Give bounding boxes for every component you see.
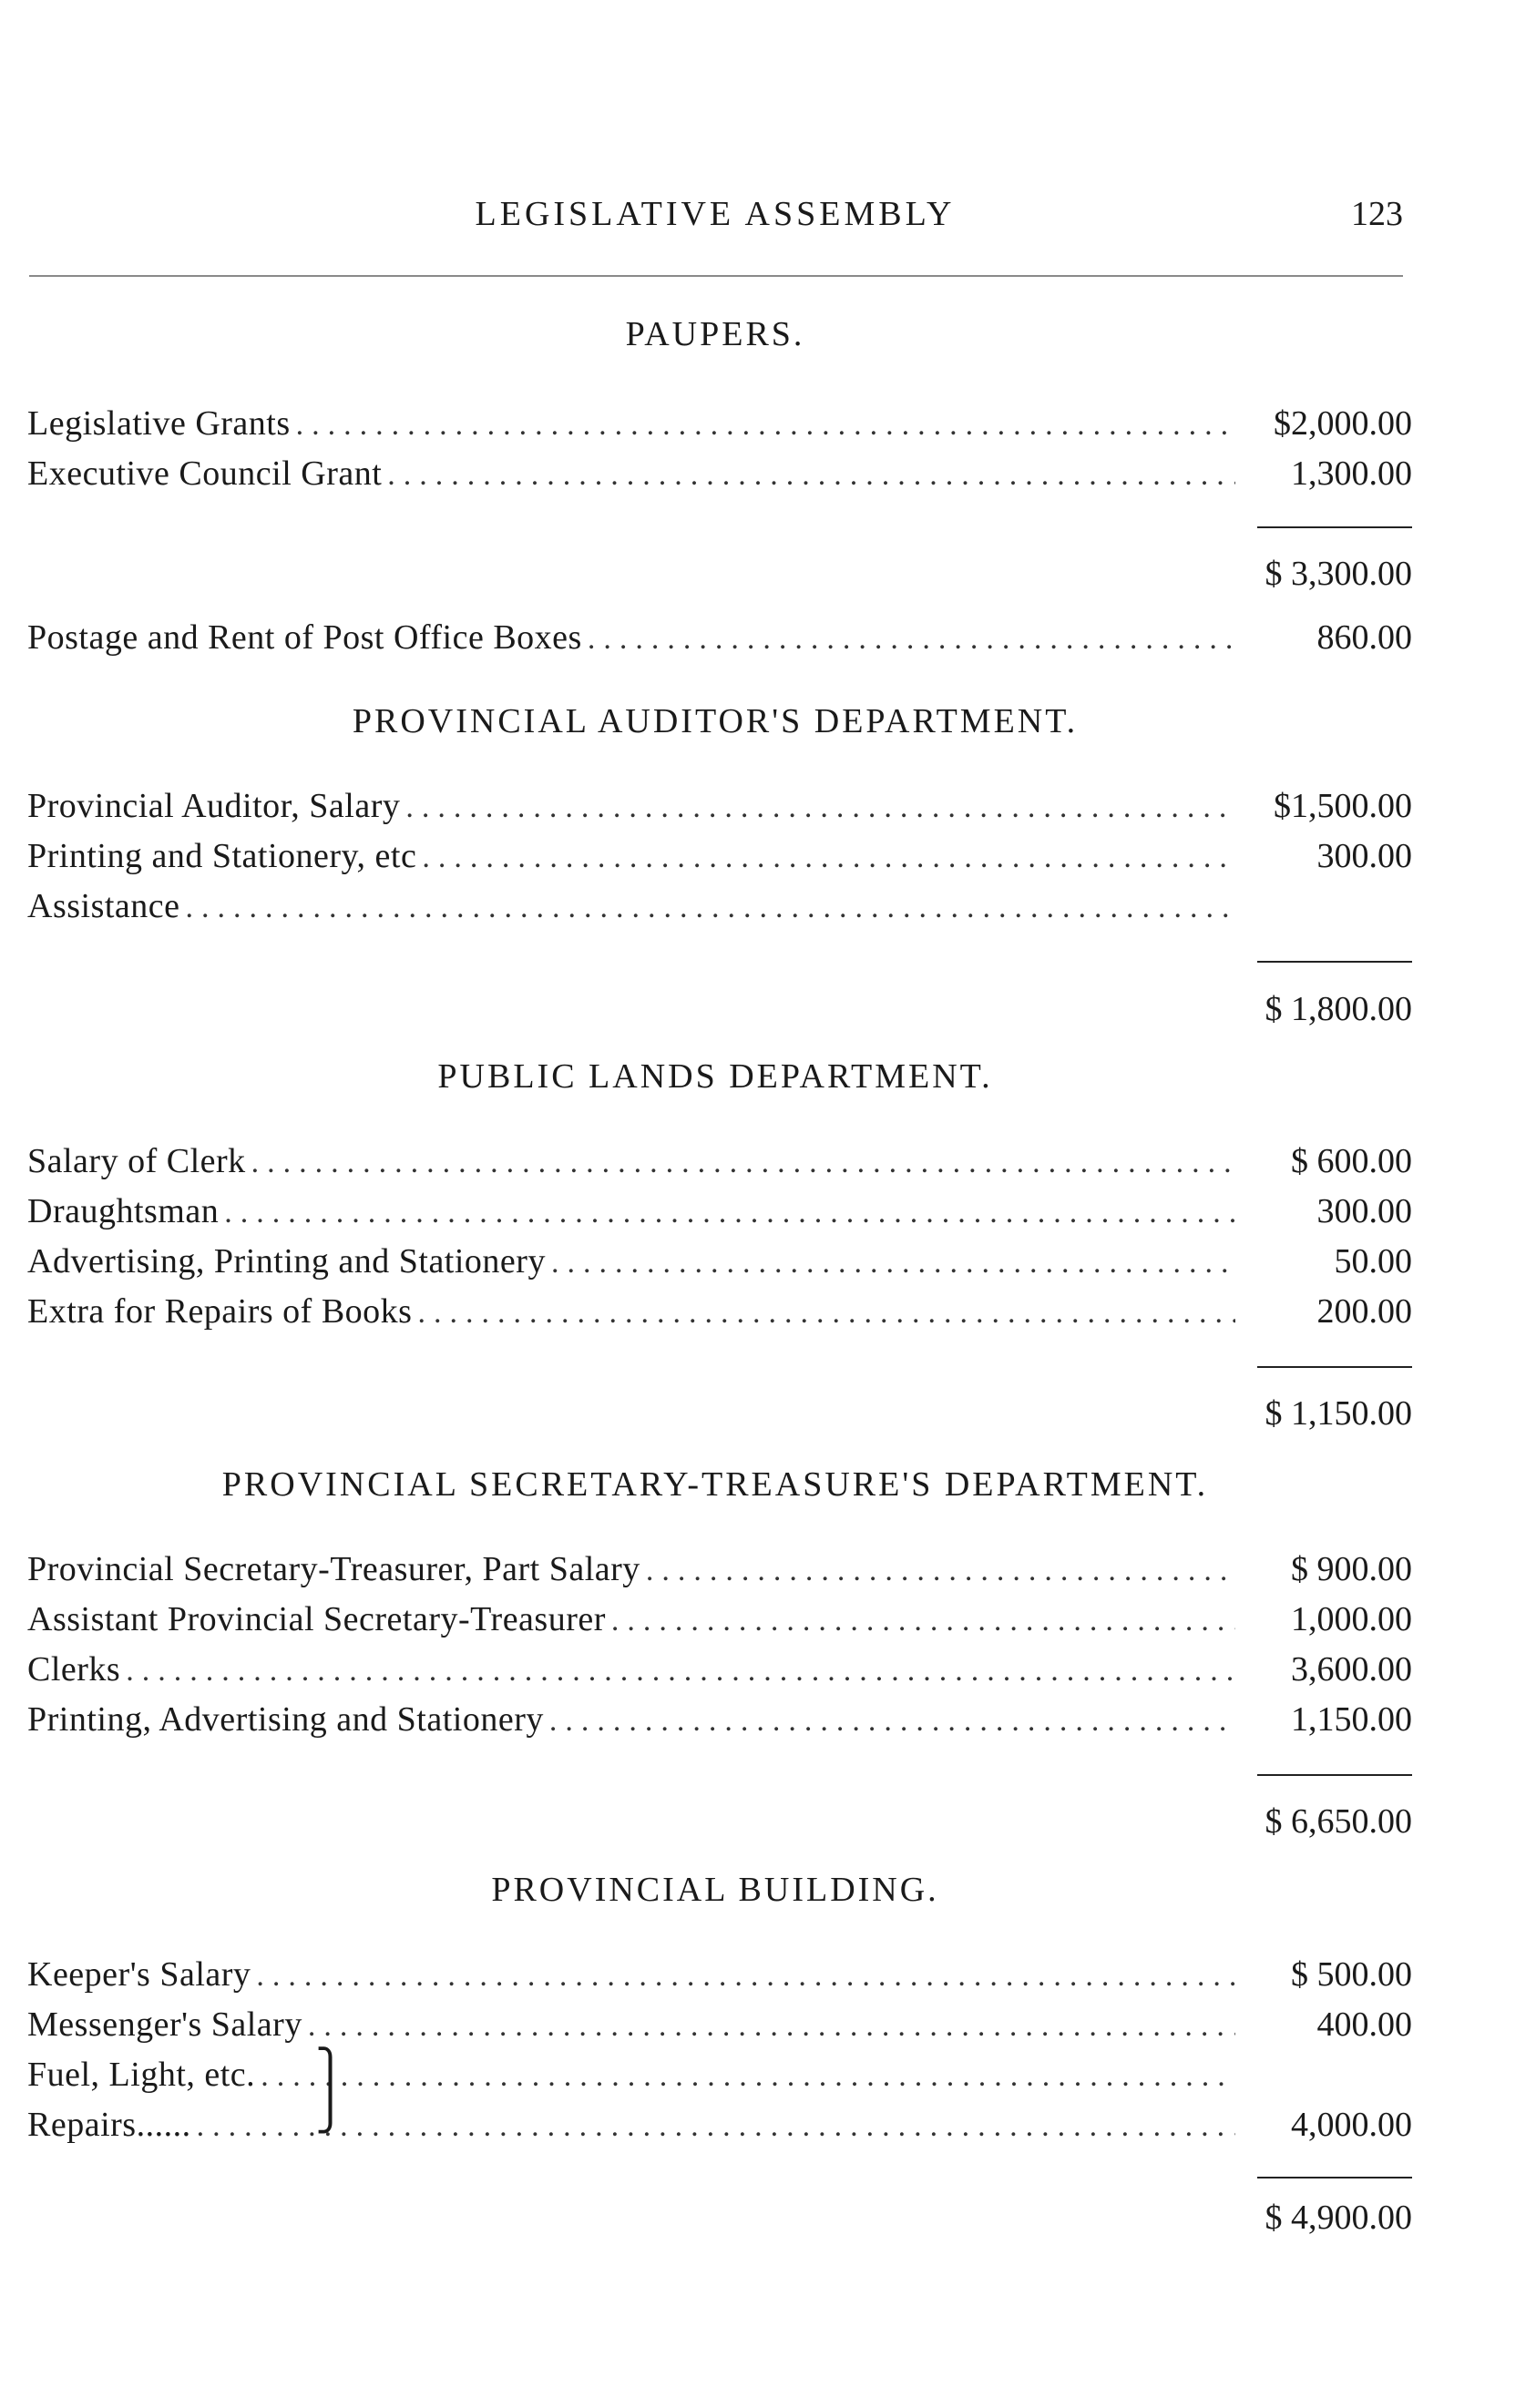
item-amount: 1,000.00 xyxy=(1291,1600,1412,1638)
section-total: $ 3,300.00 xyxy=(1265,555,1412,593)
running-head: LEGISLATIVE ASSEMBLY xyxy=(475,195,956,233)
total-rule xyxy=(1257,1366,1412,1368)
dot-leader xyxy=(405,785,1235,831)
line-item xyxy=(27,2048,1412,2097)
section-title-public-lands: PUBLIC LANDS DEPARTMENT. xyxy=(437,1057,993,1096)
dot-leader xyxy=(197,2104,1235,2149)
item-label: Repairs...... xyxy=(27,2106,191,2144)
section-total: $ 4,900.00 xyxy=(1265,2199,1412,2237)
item-label: Printing, Advertising and Stationery xyxy=(27,1700,544,1739)
line-item xyxy=(27,451,1412,496)
section-total: $ 6,650.00 xyxy=(1265,1802,1412,1841)
line-item xyxy=(27,2002,1412,2047)
item-label: Clerks xyxy=(27,1650,121,1689)
item-label: Assistance xyxy=(27,887,180,925)
item-amount: $2,000.00 xyxy=(1274,404,1412,443)
total-rule xyxy=(1257,526,1412,528)
section-title-secretary-treasurer: PROVINCIAL SECRETARY-TREASURE'S DEPARTMENT. xyxy=(221,1465,1209,1504)
item-amount: $ 900.00 xyxy=(1291,1550,1412,1588)
line-item xyxy=(27,1952,1412,1997)
brace-bottom: ⎭ xyxy=(315,2088,345,2133)
dot-leader xyxy=(422,835,1235,881)
line-item xyxy=(27,1647,1412,1692)
item-label: Assistant Provincial Secretary-Treasurer xyxy=(27,1600,606,1638)
dot-leader xyxy=(417,1291,1235,1336)
line-item xyxy=(27,401,1412,446)
line-item xyxy=(27,833,1412,879)
dot-leader xyxy=(224,1190,1235,1236)
total-rule xyxy=(1257,1774,1412,1776)
item-label: Messenger's Salary xyxy=(27,2005,302,2044)
item-label: Draughtsman xyxy=(27,1192,220,1230)
dot-leader xyxy=(308,2004,1235,2049)
item-amount: 300.00 xyxy=(1316,1192,1412,1230)
item-amount: 860.00 xyxy=(1316,618,1412,657)
line-item xyxy=(27,615,1412,660)
total-rule xyxy=(1257,961,1412,963)
dot-leader xyxy=(549,1699,1235,1744)
item-label: Legislative Grants xyxy=(27,404,291,443)
item-amount: 400.00 xyxy=(1316,2005,1412,2044)
item-amount: $1,500.00 xyxy=(1274,787,1412,825)
line-item xyxy=(27,1697,1412,1742)
page-header xyxy=(27,187,1403,241)
line-item xyxy=(27,1597,1412,1642)
header-rule xyxy=(29,275,1403,277)
section-total: $ 1,800.00 xyxy=(1265,990,1412,1028)
section-total: $ 1,150.00 xyxy=(1265,1394,1412,1433)
dot-leader xyxy=(646,1548,1235,1594)
dot-leader xyxy=(261,2054,1235,2099)
line-item xyxy=(27,1239,1412,1284)
item-label: Provincial Secretary-Treasurer, Part Salary xyxy=(27,1550,640,1588)
dot-leader xyxy=(296,403,1235,448)
item-label: Keeper's Salary xyxy=(27,1955,251,1994)
item-label: Extra for Repairs of Books xyxy=(27,1292,413,1331)
dot-leader xyxy=(251,1140,1235,1186)
item-label: Fuel, Light, etc. xyxy=(27,2056,256,2094)
item-label: Executive Council Grant xyxy=(27,454,383,493)
item-label: Postage and Rent of Post Office Boxes xyxy=(27,618,582,657)
dot-leader xyxy=(387,453,1235,498)
item-label: Salary of Clerk xyxy=(27,1142,246,1180)
line-item xyxy=(27,1546,1412,1592)
line-item xyxy=(27,1289,1412,1334)
item-amount: $ 500.00 xyxy=(1291,1955,1412,1994)
dot-leader xyxy=(126,1648,1235,1694)
dot-leader xyxy=(551,1240,1235,1286)
item-amount: 300.00 xyxy=(1316,837,1412,875)
line-item xyxy=(27,1189,1412,1234)
brace-top: ⎫ xyxy=(315,2048,345,2093)
item-amount: 4,000.00 xyxy=(1291,2106,1412,2144)
dot-leader xyxy=(588,617,1235,662)
dot-leader xyxy=(186,885,1235,931)
item-label: Provincial Auditor, Salary xyxy=(27,787,401,825)
item-amount: 3,600.00 xyxy=(1291,1650,1412,1689)
line-item xyxy=(27,783,1412,829)
dot-leader xyxy=(611,1598,1235,1644)
item-label: Advertising, Printing and Stationery xyxy=(27,1242,546,1281)
item-amount: 1,300.00 xyxy=(1291,454,1412,493)
section-title-provincial-building: PROVINCIAL BUILDING. xyxy=(491,1871,939,1909)
item-amount: 1,150.00 xyxy=(1291,1700,1412,1739)
item-label: Printing and Stationery, etc xyxy=(27,837,417,875)
line-item xyxy=(27,2102,1412,2148)
page-number: 123 xyxy=(1351,195,1403,233)
line-item xyxy=(27,883,1412,929)
section-title-auditor: PROVINCIAL AUDITOR'S DEPARTMENT. xyxy=(352,702,1079,740)
item-amount: $ 600.00 xyxy=(1291,1142,1412,1180)
total-rule xyxy=(1257,2177,1412,2178)
item-amount: 50.00 xyxy=(1334,1242,1412,1281)
section-title-paupers: PAUPERS. xyxy=(625,315,805,353)
dot-leader xyxy=(256,1954,1235,1999)
line-item xyxy=(27,1138,1412,1184)
item-amount: 200.00 xyxy=(1316,1292,1412,1331)
